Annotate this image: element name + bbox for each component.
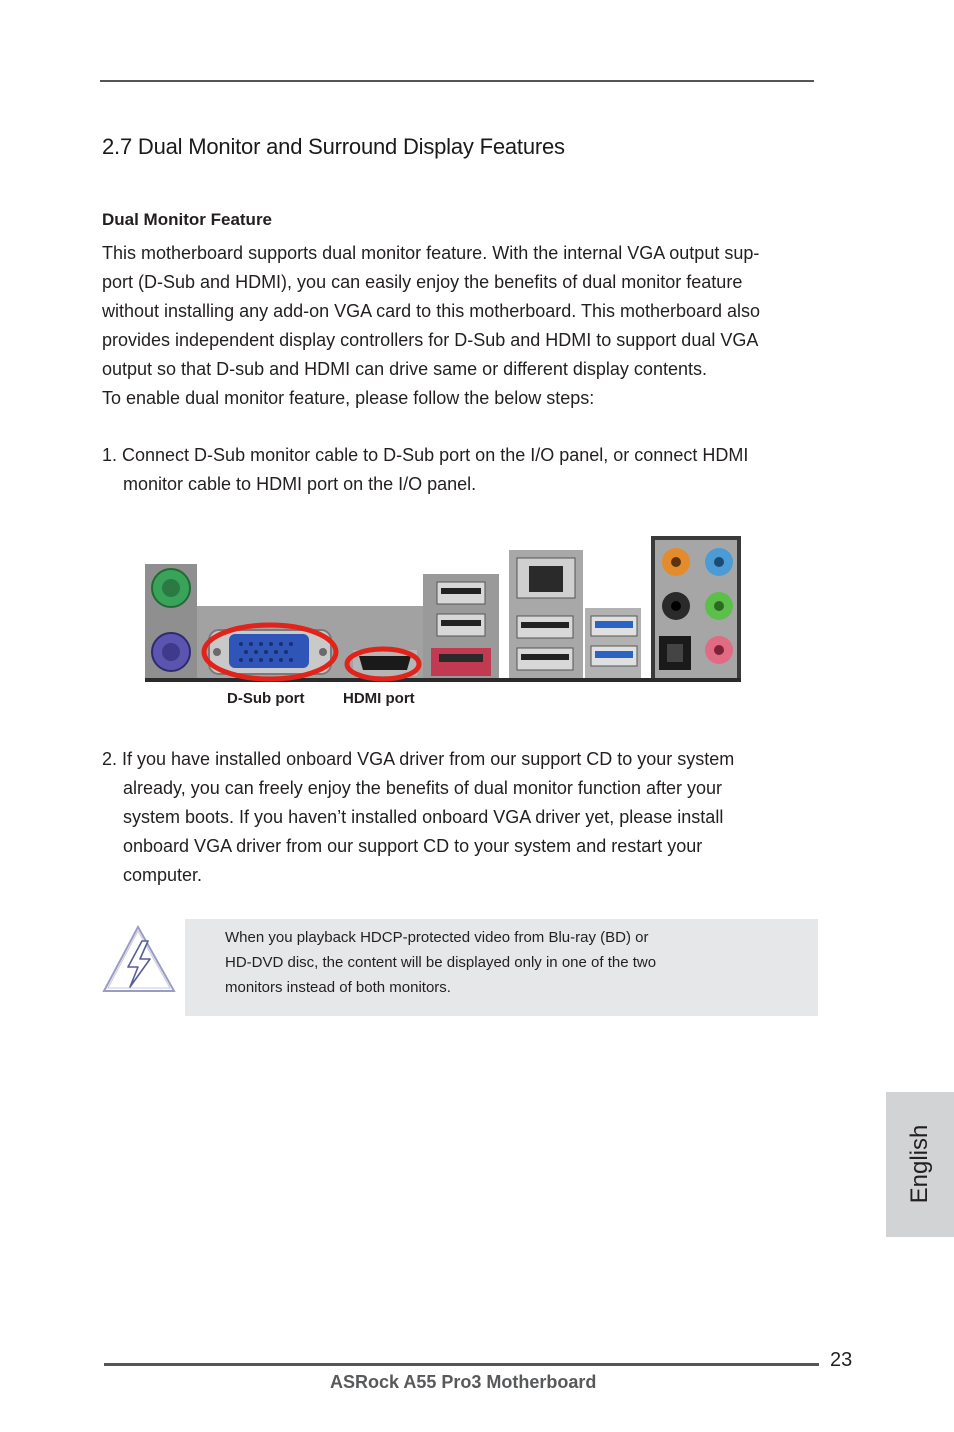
hdmi-port-label: HDMI port: [343, 690, 415, 707]
section-title: 2.7 Dual Monitor and Surround Display Features: [102, 134, 565, 159]
step-2-line: already, you can freely enjoy the benefits of dual monitor function after your: [123, 778, 723, 798]
bottom-divider: [104, 1363, 819, 1366]
step-2-line: system boots. If you haven’t installed onboard VGA driver yet, please install: [123, 807, 724, 827]
paragraph-line: port (D-Sub and HDMI), you can easily enjoy the benefits of dual monitor feature: [102, 272, 743, 292]
note-line: monitors instead of both monitors.: [225, 979, 451, 996]
step-2: [102, 745, 734, 890]
step-1-line: 1. Connect D-Sub monitor cable to D-Sub port on the I/O panel, or connect HDMI: [102, 445, 749, 465]
page-number: 23: [830, 1349, 853, 1371]
paragraph-line: provides independent display controllers for D-Sub and HDMI to support dual VGA: [102, 330, 759, 350]
step-1: [102, 441, 748, 499]
note-line: When you playback HDCP-protected video from Blu-ray (BD) or: [225, 929, 649, 946]
step-2-line: 2. If you have installed onboard VGA driver from our support CD to your system: [102, 749, 735, 769]
dsub-port-label: D-Sub port: [227, 690, 305, 707]
io-panel-image: [145, 536, 741, 682]
paragraph-line: output so that D-sub and HDMI can drive same or different display contents.: [102, 359, 707, 379]
paragraph-line: To enable dual monitor feature, please follow the below steps:: [102, 388, 595, 408]
step-2-line: onboard VGA driver from our support CD to your system and restart your: [123, 836, 703, 856]
step-1-line: monitor cable to HDMI port on the I/O panel.: [123, 474, 477, 494]
paragraph-line: This motherboard supports dual monitor feature. With the internal VGA output sup-: [102, 243, 760, 263]
language-tab-label: English: [906, 1124, 933, 1204]
step-2-line: computer.: [123, 865, 203, 885]
dual-monitor-heading: Dual Monitor Feature: [102, 210, 273, 229]
paragraph-line: without installing any add-on VGA card to this motherboard. This motherboard also: [102, 301, 761, 321]
language-tab: [886, 1092, 954, 1237]
note-line: HD-DVD disc, the content will be displayed only in one of the two: [225, 954, 657, 971]
note-box: [185, 919, 818, 1016]
dual-monitor-paragraph: [102, 239, 760, 413]
footer-product-name: ASRock A55 Pro3 Motherboard: [330, 1372, 597, 1392]
warning-lightning-icon: [100, 921, 176, 995]
top-divider: [100, 80, 814, 82]
